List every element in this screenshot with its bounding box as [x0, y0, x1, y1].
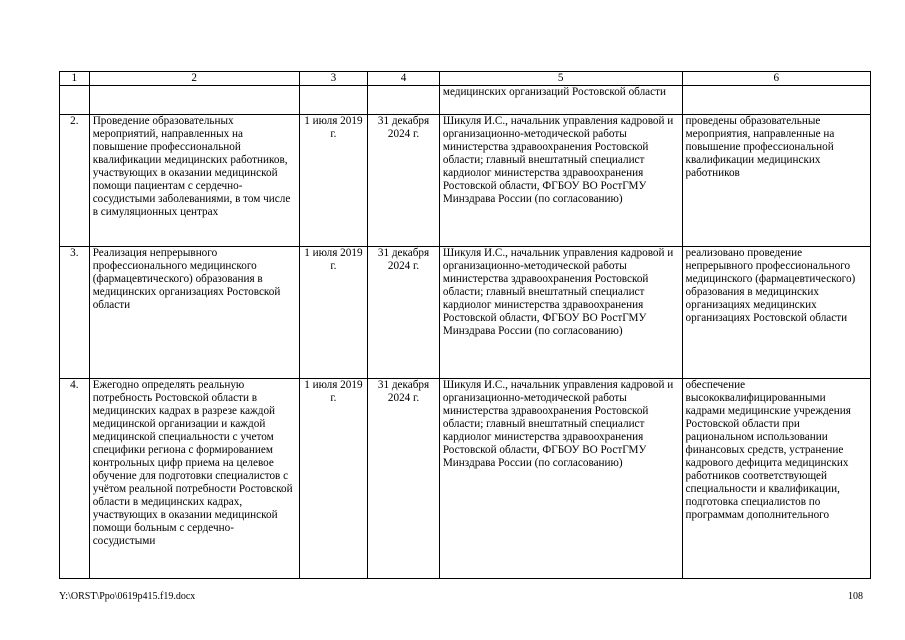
activity-cell: Реализация непрерывного профессионального медицинского (фармацевтического) образования в медицинских организациях Ростовской области [89, 247, 299, 379]
end-date-cell: 31 декабря 2024 г. [368, 379, 440, 579]
column-header: 3 [299, 72, 368, 86]
start-date-cell [299, 86, 368, 115]
activity-cell [89, 86, 299, 115]
responsible-cell: Шикуля И.С., начальник управления кадровой и организационно-методической работы министерства здравоохранения Ростовской области; главный внештатный специалист кардиолог министерства здравоохранения Ростовской области, ФГБОУ ВО РостГМУ Минздрава России (по согласованию) [439, 115, 682, 247]
activity-cell: Проведение образовательных мероприятий, направленных на повышение профессиональной квалификации медицинских работников, участвующих в оказании медицинской помощи пациентам с сердечно-сосудистыми заболеваниями, в том числе в симуляционных центрах [89, 115, 299, 247]
plan-table [59, 71, 871, 579]
responsible-cell: медицинских организаций Ростовской области [439, 86, 682, 115]
end-date-cell: 31 декабря 2024 г. [368, 115, 440, 247]
table-header-row [60, 72, 871, 86]
start-date-cell: 1 июля 2019 г. [299, 379, 368, 579]
end-date-cell: 31 декабря 2024 г. [368, 247, 440, 379]
column-header: 2 [89, 72, 299, 86]
document-path: Y:\ORST\Ppo\0619p415.f19.docx [59, 591, 196, 602]
result-cell: обеспечение высококвалифицированными кадрами медицинские учреждения Ростовской области при рациональном использовании финансовых средств, устранение кадрового дефицита медицинских работников соответствующей специальности и квалификации, подготовка специалистов по программам дополнительного [682, 379, 870, 579]
table-row [60, 115, 871, 247]
result-cell [682, 86, 870, 115]
table-row [60, 86, 871, 115]
activity-cell: Ежегодно определять реальную потребность Ростовской области в медицинских кадрах в разрезе каждой медицинской организации и каждой медицинской специальности с учетом специфики региона с формированием контрольных цифр приема на целевое обучение для подготовки специалистов с учётом реальной потребности Ростовской области в медицинских кадрах, участвующих в оказании медицинской помощи больным с сердечно-сосудистыми [89, 379, 299, 579]
table-row [60, 247, 871, 379]
table-row [60, 379, 871, 579]
responsible-cell: Шикуля И.С., начальник управления кадровой и организационно-методической работы министерства здравоохранения Ростовской области; главный внештатный специалист кардиолог министерства здравоохранения Ростовской области, ФГБОУ ВО РостГМУ Минздрава России (по согласованию) [439, 247, 682, 379]
end-date-cell [368, 86, 440, 115]
row-number: 3. [60, 247, 90, 379]
column-header: 1 [60, 72, 90, 86]
result-cell: проведены образовательные мероприятия, направленные на повышение профессиональной квалификации медицинских работников [682, 115, 870, 247]
responsible-cell: Шикуля И.С., начальник управления кадровой и организационно-методической работы министерства здравоохранения Ростовской области; главный внештатный специалист кардиолог министерства здравоохранения Ростовской области, ФГБОУ ВО РостГМУ Минздрава России (по согласованию) [439, 379, 682, 579]
start-date-cell: 1 июля 2019 г. [299, 115, 368, 247]
row-number: 4. [60, 379, 90, 579]
row-number [60, 86, 90, 115]
row-number: 2. [60, 115, 90, 247]
column-header: 4 [368, 72, 440, 86]
column-header: 6 [682, 72, 870, 86]
column-header: 5 [439, 72, 682, 86]
page-number: 108 [848, 591, 863, 602]
result-cell: реализовано проведение непрерывного профессионального медицинского (фармацевтического) образования в медицинских организациях медицинских организациях Ростовской области [682, 247, 870, 379]
start-date-cell: 1 июля 2019 г. [299, 247, 368, 379]
